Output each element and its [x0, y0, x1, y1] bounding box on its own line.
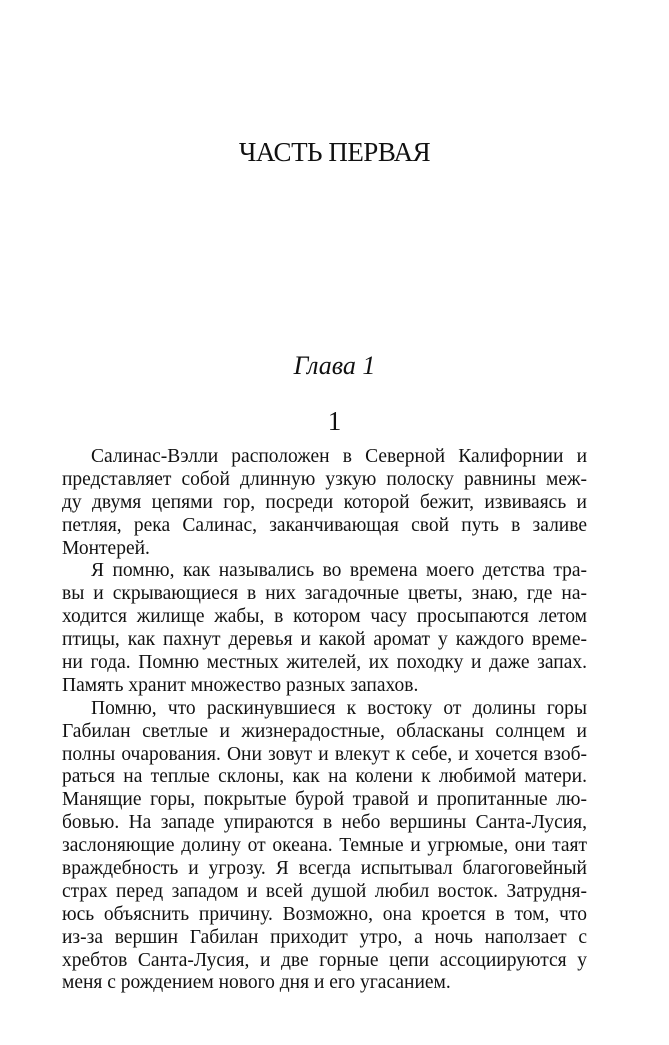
- text-line: полны очарования. Они зовут и влекут к себе, и хочется взоб-: [62, 743, 587, 765]
- text-line: Манящие горы, покрытые бурой травой и пропитанные лю-: [62, 789, 587, 811]
- text-line: раться на теплые склоны, как на колени к любимой матери.: [62, 766, 587, 788]
- text-line: страх перед западом и всей душой любил восток. Затрудня-: [62, 880, 587, 902]
- text-line: бовью. На западе упираются в небо вершины Санта-Лусия,: [62, 812, 587, 834]
- text-line: враждебность и угрозу. Я всегда испытывал благоговейный: [62, 858, 587, 880]
- text-line: хребтов Санта-Лусия, и две горные цепи ассоциируются у: [62, 949, 587, 971]
- text-line: Салинас-Вэлли расположен в Северной Калифорнии и: [91, 446, 587, 467]
- section-number: 1: [327, 406, 342, 436]
- text-line: представляет собой длинную узкую полоску равнины меж-: [62, 468, 587, 490]
- text-line: юсь объяснить причину. Возможно, она кроется в том, что: [62, 903, 587, 925]
- text-line: ду двумя цепями гор, посреди которой бежит, извиваясь и: [62, 491, 587, 513]
- text-line: Память хранит множество разных запахов.: [62, 674, 419, 696]
- text-line: ходится жилище жабы, в котором часу просыпаются летом: [62, 606, 587, 628]
- text-line: птицы, как пахнут деревья и какой аромат у каждого време-: [62, 629, 587, 651]
- text-line: вы и скрывающиеся в них загадочные цветы, знаю, где на-: [62, 583, 587, 605]
- text-line: Габилан светлые и жизнерадостные, обласканы солнцем и: [62, 720, 587, 742]
- text-line: петляя, река Салинас, заканчивающая свой путь в заливе: [62, 514, 587, 536]
- chapter-title: Глава 1: [293, 351, 376, 380]
- part-title: ЧАСТЬ ПЕРВАЯ: [238, 137, 431, 167]
- body-text: [62, 446, 587, 995]
- text-line: меня с рождением нового дня и его угасанием.: [62, 972, 451, 994]
- text-line: из-за вершин Габилан приходит утро, а ночь наползает с: [62, 926, 587, 948]
- text-line: Я помню, как назывались во времена моего детства тра-: [91, 560, 587, 582]
- text-line: Монтерей.: [62, 537, 150, 559]
- text-line: Помню, что раскинувшиеся к востоку от долины горы: [91, 697, 587, 719]
- text-line: ни года. Помню местных жителей, их походку и даже запах.: [62, 652, 587, 674]
- text-line: заслоняющие долину от океана. Темные и угрюмые, они таят: [62, 835, 587, 857]
